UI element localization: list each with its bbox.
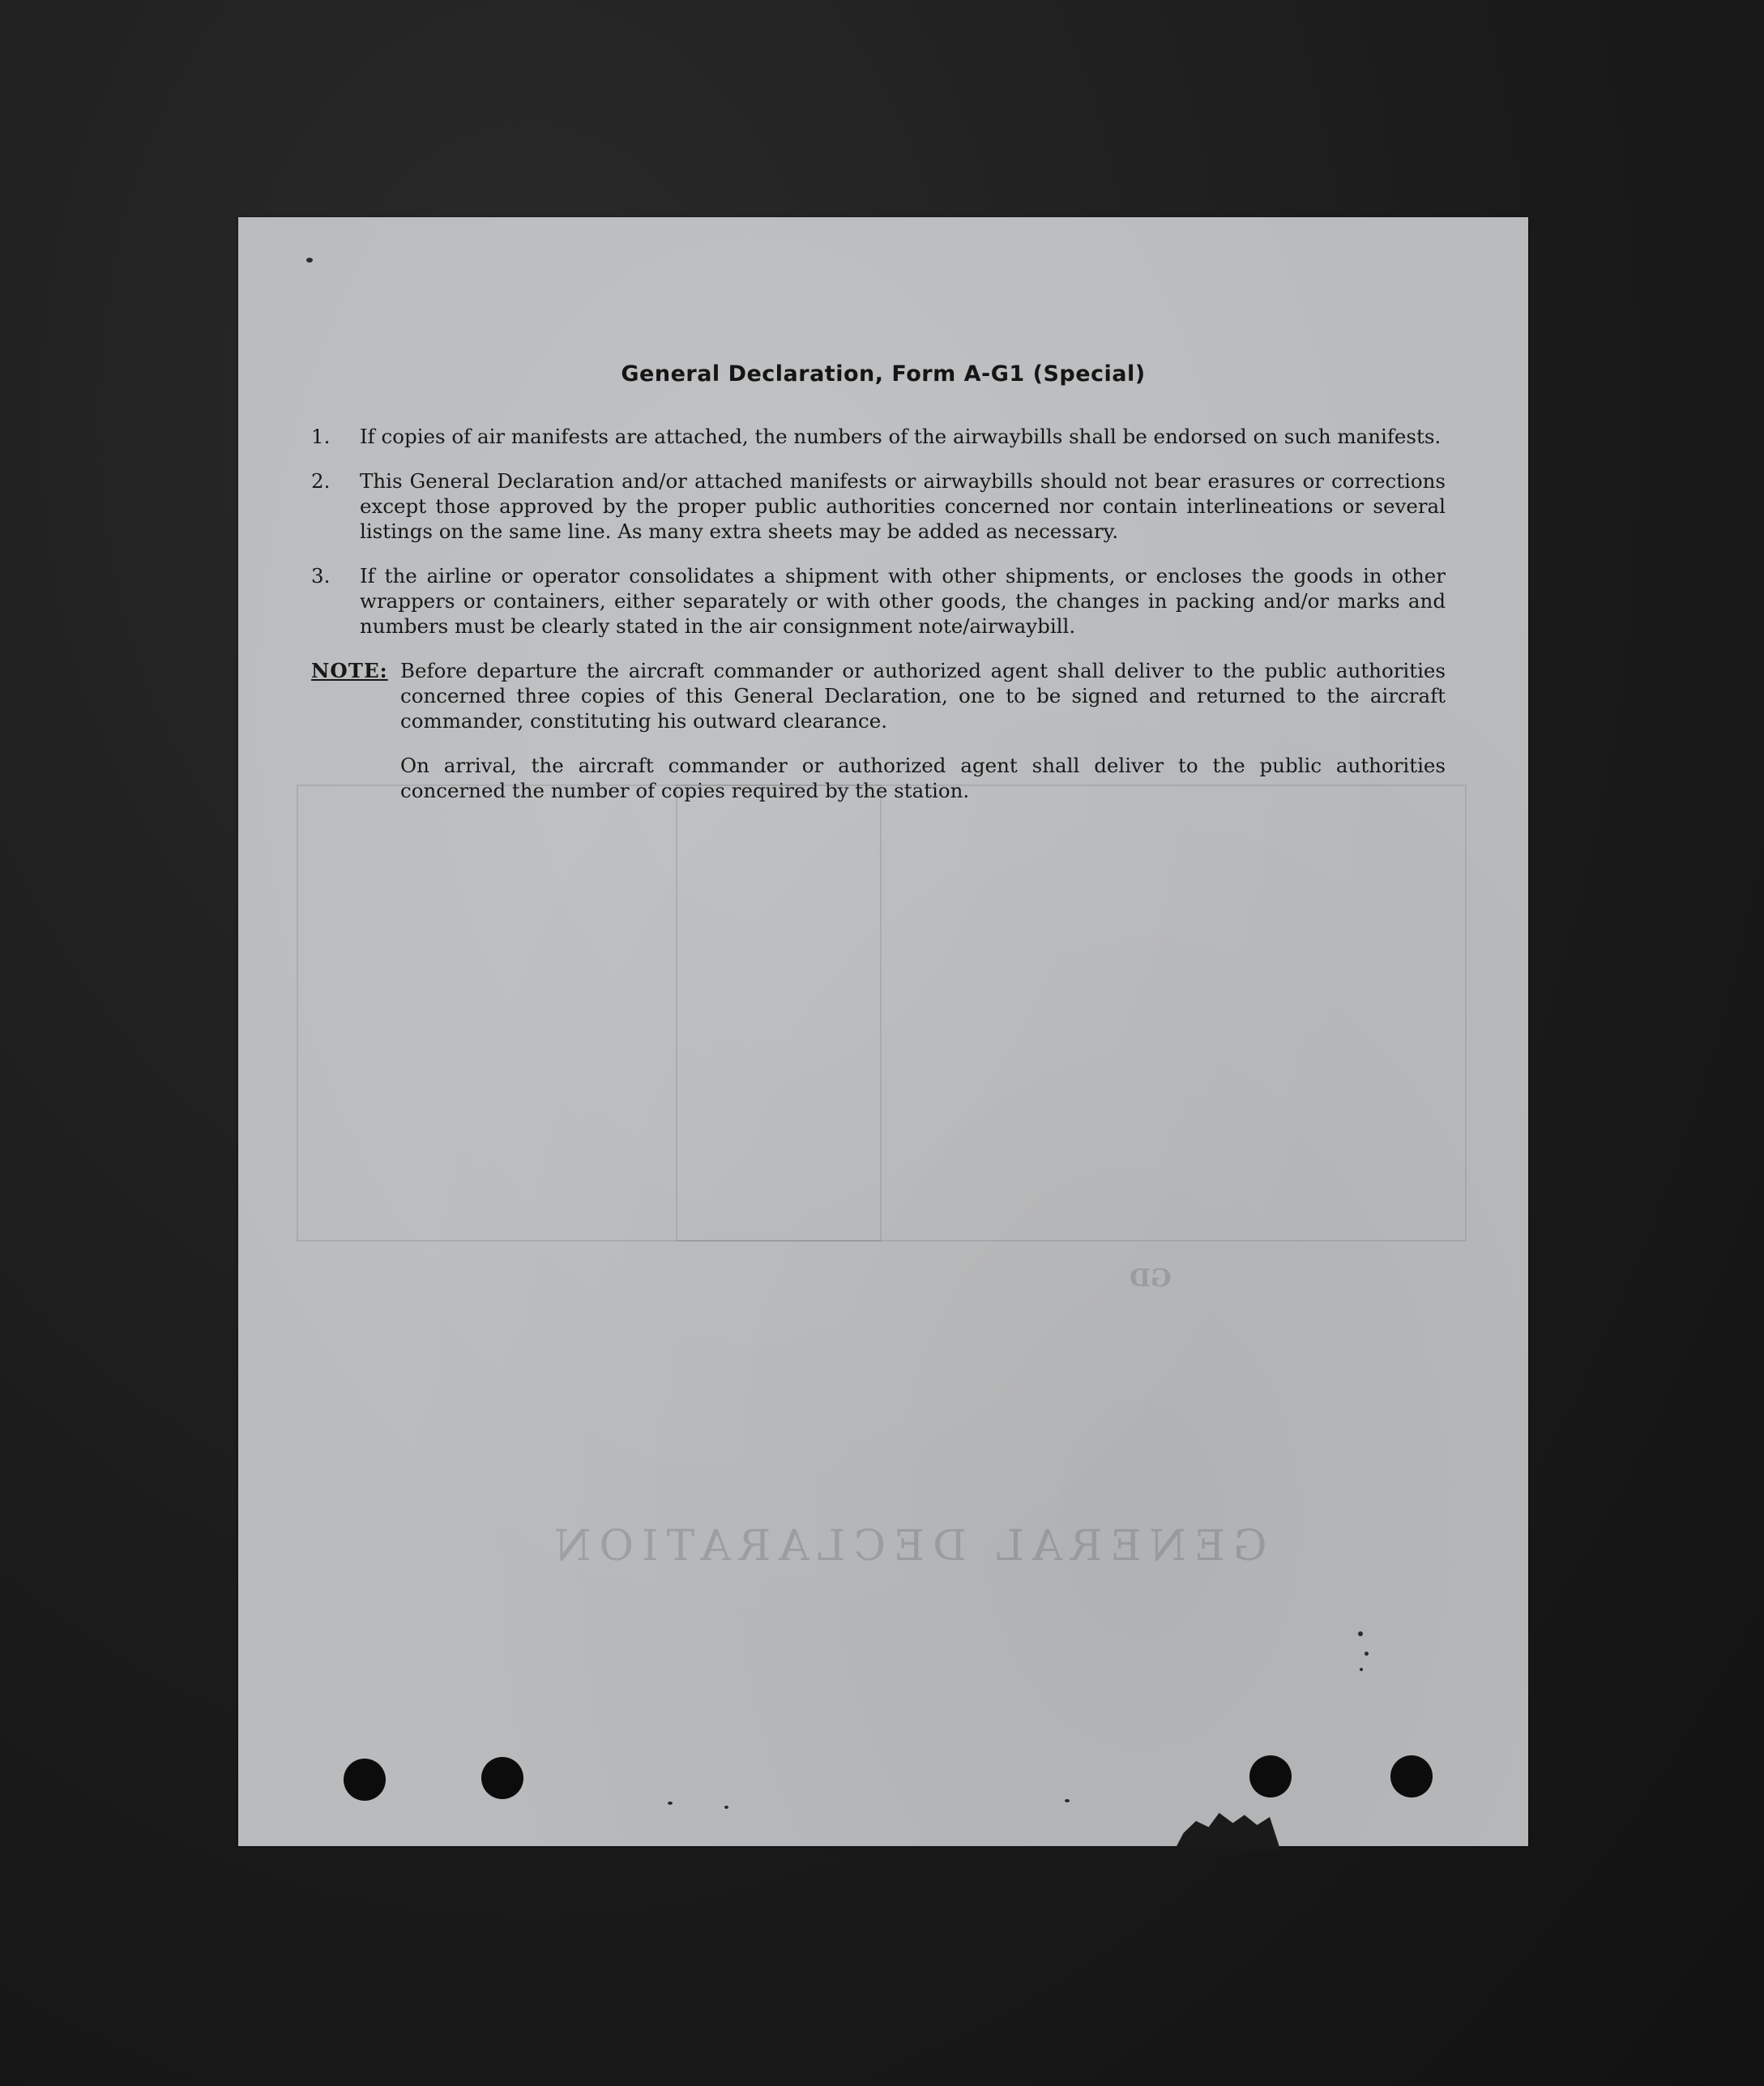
punch-hole <box>481 1757 523 1799</box>
speck <box>724 1806 728 1809</box>
bleed-through-table <box>297 784 1467 1242</box>
speck <box>306 258 313 263</box>
item-text: If the airline or operator consolidates a shipment with other shipments, or encloses the goods in other wrappers or containers, either separately or with other goods, the changes in packing and/or marks and numbers must be clearly stated in the air consignment note/airwaybill. <box>360 564 1446 638</box>
page-title: General Declaration, Form A-G1 (Special) <box>621 361 1146 387</box>
bleed-through-mark: GD <box>1130 1264 1172 1293</box>
punch-hole <box>1249 1755 1292 1797</box>
instructions-list <box>311 424 1446 803</box>
document-page <box>238 217 1528 1846</box>
item-text: This General Declaration and/or attached manifests or airwaybills should not bear erasures or corrections except those approved by the proper public authorities concerned nor contain interlineations or several listings on the same line. As many extra sheets may be added as necessary. <box>360 469 1446 543</box>
torn-edge <box>1175 1809 1280 1849</box>
speck <box>1358 1631 1363 1636</box>
speck <box>1365 1652 1369 1656</box>
speck <box>1065 1799 1070 1802</box>
item-number: 3. <box>311 564 331 588</box>
speck <box>1360 1668 1363 1671</box>
bleed-through-table-column <box>676 784 882 1242</box>
speck <box>668 1802 673 1805</box>
punch-hole <box>344 1759 386 1801</box>
instruction-item <box>311 424 1446 449</box>
note-paragraph: Before departure the aircraft commander or authorized agent shall deliver to the public authorities concerned three copies of this General Declaration, one to be signed and returned to the aircraft commander, constituting his outward clearance. <box>400 659 1446 733</box>
note-paragraph: On arrival, the aircraft commander or authorized agent shall deliver to the public authorities concerned the number of copies required by the station. <box>400 754 1446 802</box>
bleed-through-heading: GENERAL DECLARATION <box>546 1522 1267 1571</box>
instruction-item <box>311 468 1446 544</box>
note-block <box>311 658 1446 733</box>
punch-hole <box>1390 1755 1433 1797</box>
note-label: NOTE: <box>311 659 388 682</box>
item-text: If copies of air manifests are attached, the numbers of the airwaybills shall be endorsed on such manifests. <box>360 425 1442 448</box>
instruction-item <box>311 563 1446 639</box>
item-number: 2. <box>311 469 331 493</box>
item-number: 1. <box>311 425 331 448</box>
